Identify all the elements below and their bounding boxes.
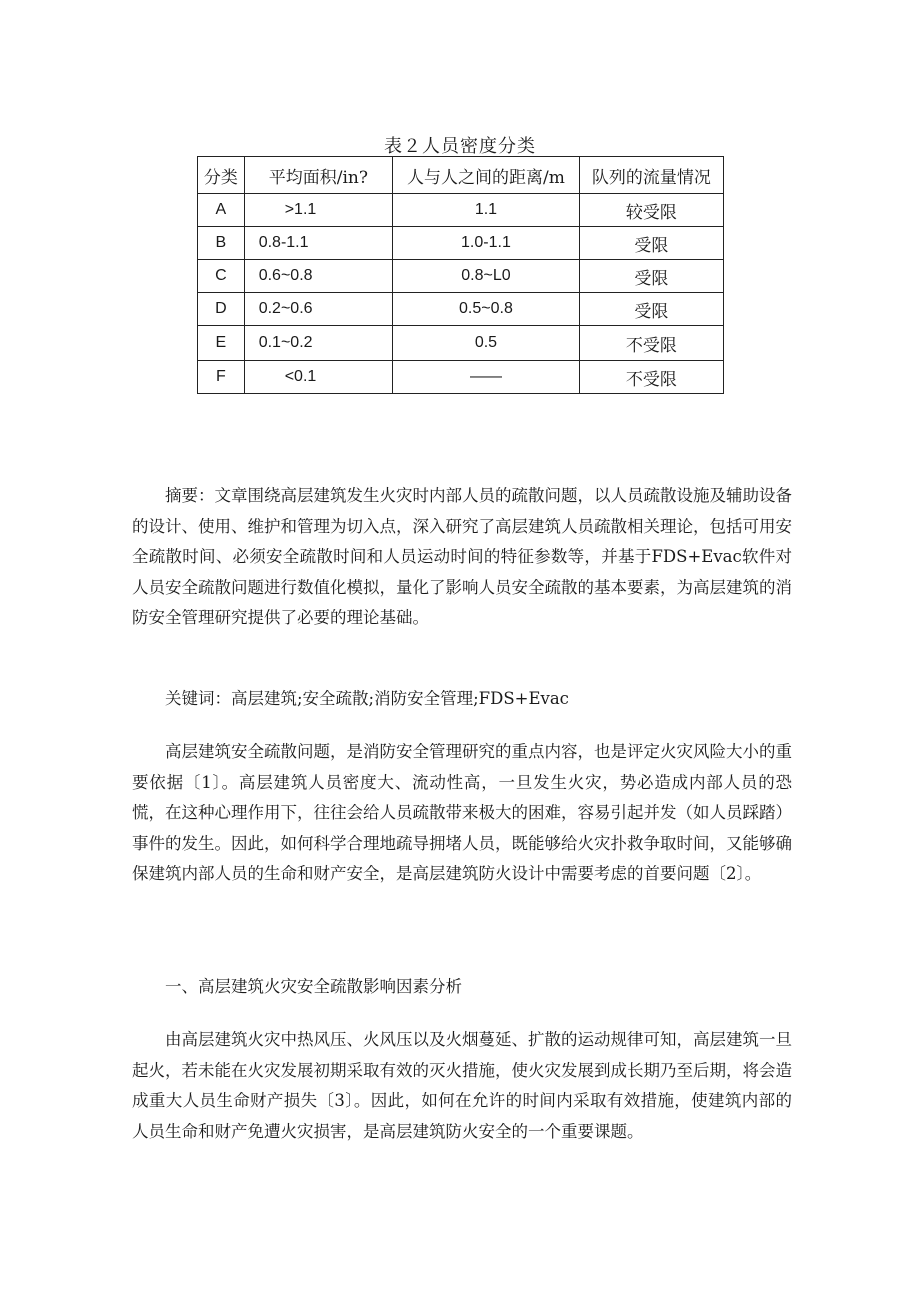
header-class: 分类 <box>198 157 245 194</box>
section-paragraph: 由高层建筑火灾中热风压、火风压以及火烟蔓延、扩散的运动规律可知，高层建筑一旦起火，若未能在火灾发展初期采取有效的灭火措施，使火灾发展到成长期乃至后期，将会造成重大人员生命财产损失〔3〕。因此，如何在允许的时间内采取有效措施，使建筑内部的人员生命和财产免遭火灾损害，是高层建筑防火安全的一个重要课题。 <box>132 1030 792 1141</box>
cell-class: C <box>198 260 245 293</box>
header-area: 平均面积/in? <box>244 157 392 194</box>
header-flow: 队列的流量情况 <box>579 157 723 194</box>
cell-area: 0.6~0.8 <box>244 260 392 293</box>
cell-flow: 受限 <box>579 293 723 326</box>
table-row <box>198 361 724 394</box>
cell-area: 0.2~0.6 <box>244 293 392 326</box>
cell-class: D <box>198 293 245 326</box>
cell-distance: 0.8~L0 <box>393 260 580 293</box>
cell-class: B <box>198 227 245 260</box>
cell-flow: 不受限 <box>579 361 723 394</box>
cell-flow: 受限 <box>579 260 723 293</box>
cell-area: 0.1~0.2 <box>244 326 392 361</box>
cell-flow: 不受限 <box>579 326 723 361</box>
table-row <box>198 194 724 227</box>
cell-distance: 0.5 <box>393 326 580 361</box>
cell-area: <0.1 <box>244 361 392 394</box>
table-row <box>198 326 724 361</box>
keywords-line: 关键词：高层建筑;安全疏散;消防安全管理;FDS+Evac <box>165 689 569 708</box>
cell-area: >1.1 <box>244 194 392 227</box>
section-heading: 一、高层建筑火灾安全疏散影响因素分析 <box>165 977 462 996</box>
intro-paragraph: 高层建筑安全疏散问题，是消防安全管理研究的重点内容，也是评定火灾风险大小的重要依据〔1〕。高层建筑人员密度大、流动性高，一旦发生火灾，势必造成内部人员的恐慌，在这种心理作用下，往往会给人员疏散带来极大的困难，容易引起并发（如人员踩踏）事件的发生。因此，如何科学合理地疏导拥堵人员，既能够给火灾扑救争取时间，又能够确保建筑内部人员的生命和财产安全，是高层建筑防火设计中需要考虑的首要问题〔2〕。 <box>132 742 792 883</box>
header-distance: 人与人之间的距离/m <box>393 157 580 194</box>
cell-distance: —— <box>393 361 580 394</box>
cell-class: E <box>198 326 245 361</box>
cell-distance: 0.5~0.8 <box>393 293 580 326</box>
table-row <box>198 260 724 293</box>
density-table <box>197 156 724 394</box>
table-header-row <box>198 157 724 194</box>
table-caption: 表２人员密度分类 <box>384 136 536 157</box>
cell-flow: 受限 <box>579 227 723 260</box>
cell-distance: 1.0-1.1 <box>393 227 580 260</box>
table-row <box>198 227 724 260</box>
cell-distance: 1.1 <box>393 194 580 227</box>
abstract-paragraph: 摘要：文章围绕高层建筑发生火灾时内部人员的疏散问题，以人员疏散设施及辅助设备的设计、使用、维护和管理为切入点，深入研究了高层建筑人员疏散相关理论，包括可用安全疏散时间、必须安全疏散时间和人员运动时间的特征参数等，并基于FDS+Evac软件对人员安全疏散问题进行数值化模拟，量化了影响人员安全疏散的基本要素，为高层建筑的消防安全管理研究提供了必要的理论基础。 <box>132 486 792 627</box>
table-row <box>198 293 724 326</box>
cell-class: A <box>198 194 245 227</box>
cell-area: 0.8-1.1 <box>244 227 392 260</box>
cell-flow: 较受限 <box>579 194 723 227</box>
cell-class: F <box>198 361 245 394</box>
